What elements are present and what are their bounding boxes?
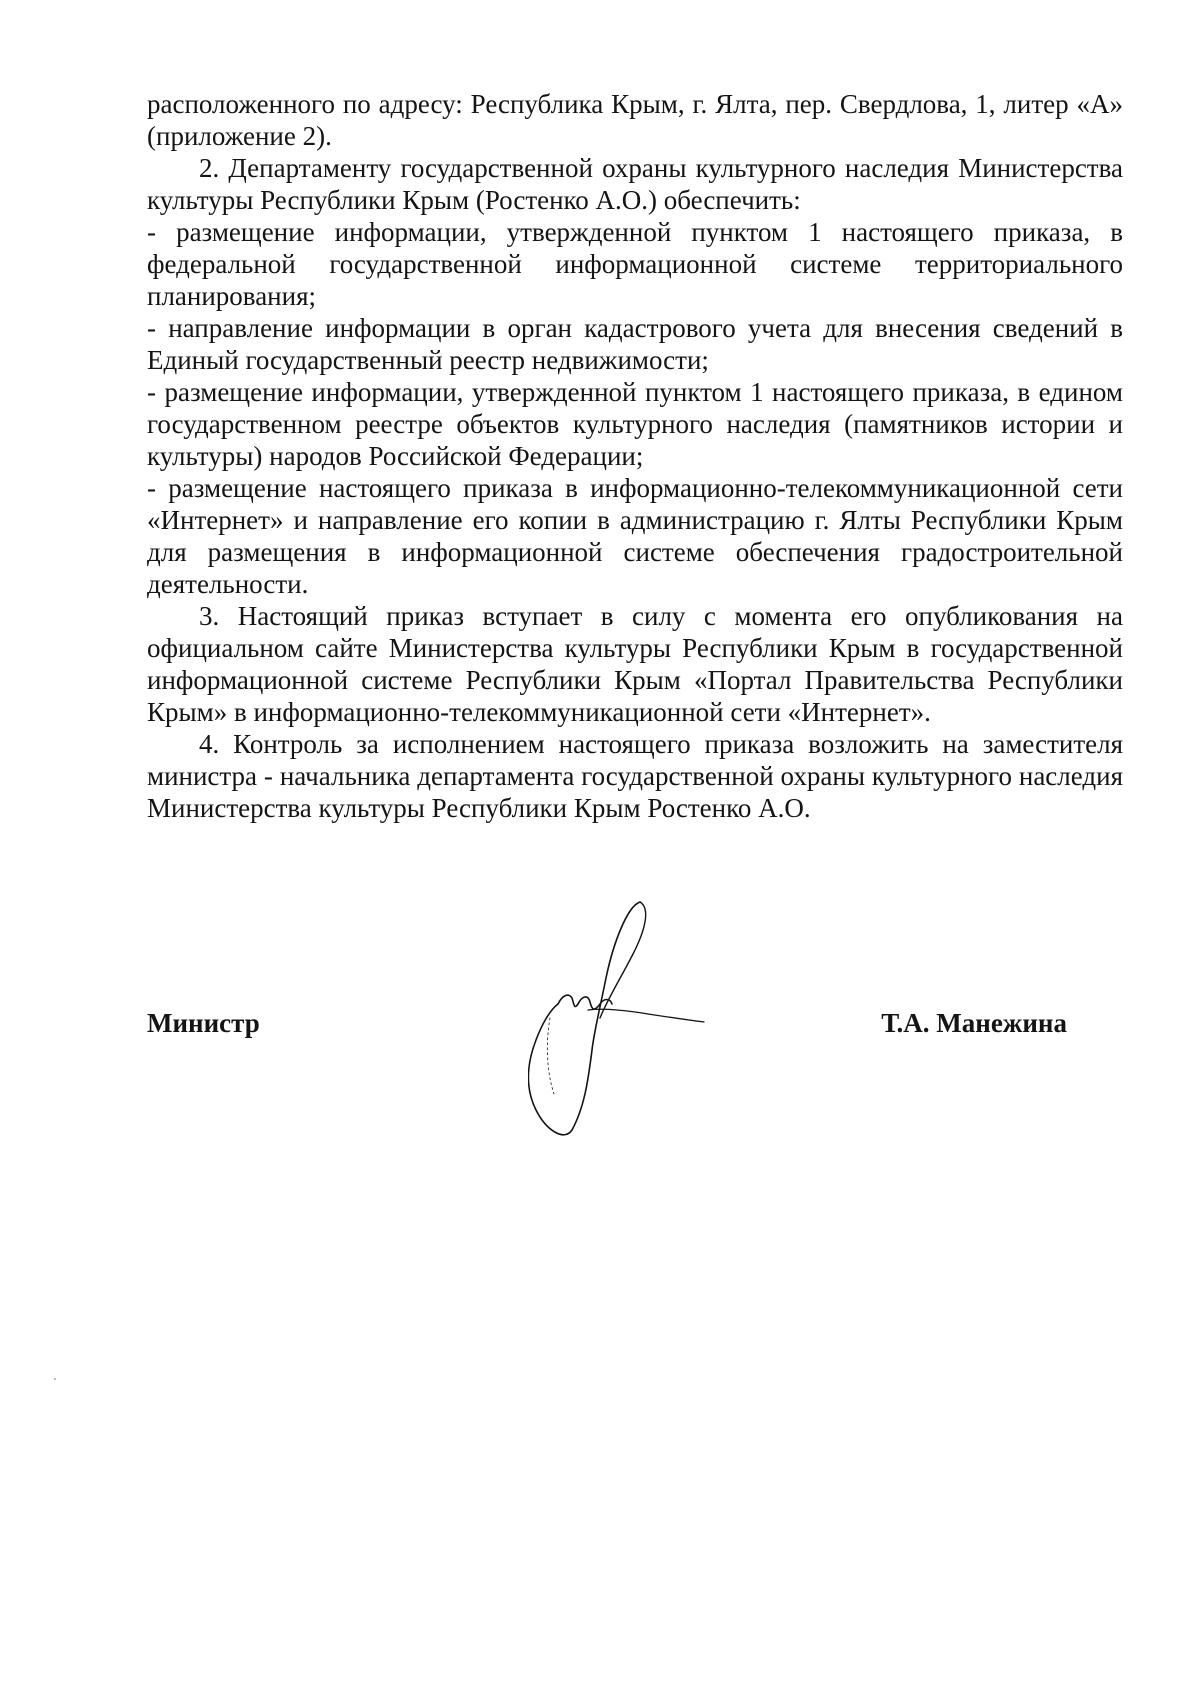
paragraph-bullet-cadastral-registry: - направление информации в орган кадастрового учета для внесения сведений в Единый государственный реестр недвижимости;: [147, 313, 1123, 375]
paragraph-bullet-heritage-registry: - размещение информации, утвержденной пунктом 1 настоящего приказа, в едином государственном реестре объектов культурного наследия (памятников истории и культуры) народов Российской Федерации;: [147, 377, 1123, 471]
signatory-role: Министр: [147, 1008, 260, 1038]
scan-speck: [54, 1378, 56, 1380]
paragraph-item-4: 4. Контроль за исполнением настоящего приказа возложить на заместителя министра - начальника департамента государственной охраны культурного наследия Министерства культуры Республики Крым Ростенко А.О.: [147, 729, 1123, 823]
handwritten-signature: [528, 900, 718, 1140]
signatory-name: Т.А. Манежина: [881, 1008, 1067, 1038]
paragraph-item-3: 3. Настоящий приказ вступает в силу с момента его опубликования на официальном сайте Министерства культуры Республики Крым в государственной информационной системе Республики Крым «Портал Правительства Республики Крым» в информационно-телекоммуникационной сети «Интернет».: [147, 601, 1123, 727]
paragraph-bullet-internet-publication: - размещение настоящего приказа в информационно-телекоммуникационной сети «Интернет» и направление его копии в администрацию г. Ялты Республики Крым для размещения в информационной системе обеспечения градостроительной деятельности.: [147, 473, 1123, 599]
paragraph-address-continuation: расположенного по адресу: Республика Крым, г. Ялта, пер. Свердлова, 1, литер «А» (приложение 2).: [147, 89, 1123, 151]
paragraph-item-2: 2. Департаменту государственной охраны культурного наследия Министерства культуры Республики Крым (Ростенко А.О.) обеспечить:: [147, 153, 1123, 215]
paragraph-bullet-territorial-planning: - размещение информации, утвержденной пунктом 1 настоящего приказа, в федеральной государственной информационной системе территориального планирования;: [147, 217, 1123, 311]
document-body: [147, 88, 1123, 824]
